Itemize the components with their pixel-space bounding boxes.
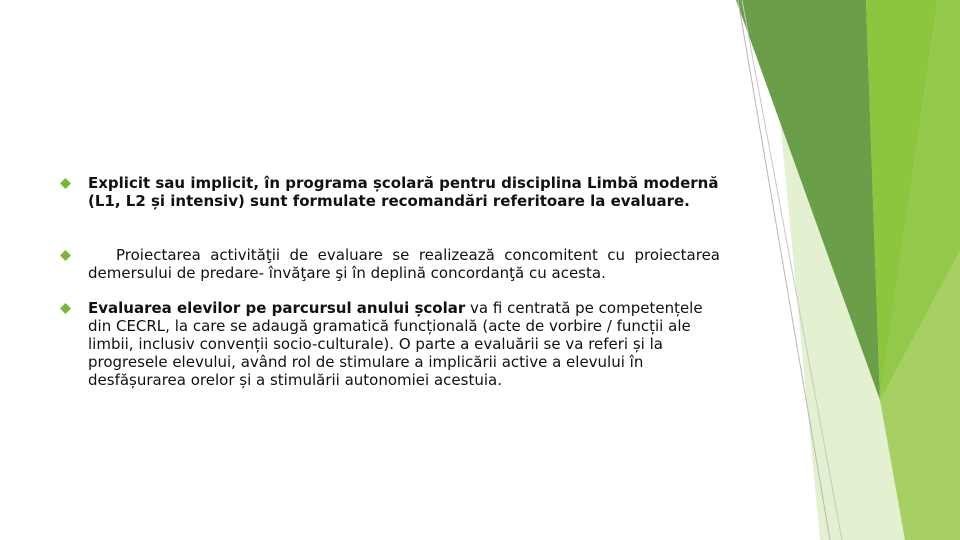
bullet-1-bold-text: Explicit sau implicit, în programa școlară pentru disciplina Limbă modernă (L1, L2 și intensiv) sunt formulate recomandări referitoare la evaluare. (88, 174, 719, 210)
bullet-item-3 (60, 299, 720, 389)
slide-content (60, 174, 720, 389)
bullet-2-bold-text: Proiectarea activităţii de evaluare (116, 246, 383, 264)
diamond-bullet-icon (60, 303, 71, 314)
bullet-2-text: se realizează concomitent cu proiectarea demersului de predare- învăţare şi în deplină concordanţă cu acesta. (88, 246, 720, 282)
diamond-bullet-icon (60, 250, 71, 261)
bullet-item-2 (60, 246, 720, 282)
bullet-3-bold-text: Evaluarea elevilor pe parcursul anului școlar (88, 299, 466, 317)
diamond-bullet-icon (60, 178, 71, 189)
bullet-3-text: va fi centrată pe competențele din CECRL, la care se adaugă gramatică funcțională (acte de vorbire / funcții ale limbii, inclusiv convenții socio-culturale). O parte a evaluării se va referi și la progresele elevului, având rol de stimulare a implicării active a elevului în desfășurarea orelor și a stimulării autonomiei acestuia. (88, 299, 703, 389)
bullet-item-1 (60, 174, 720, 210)
